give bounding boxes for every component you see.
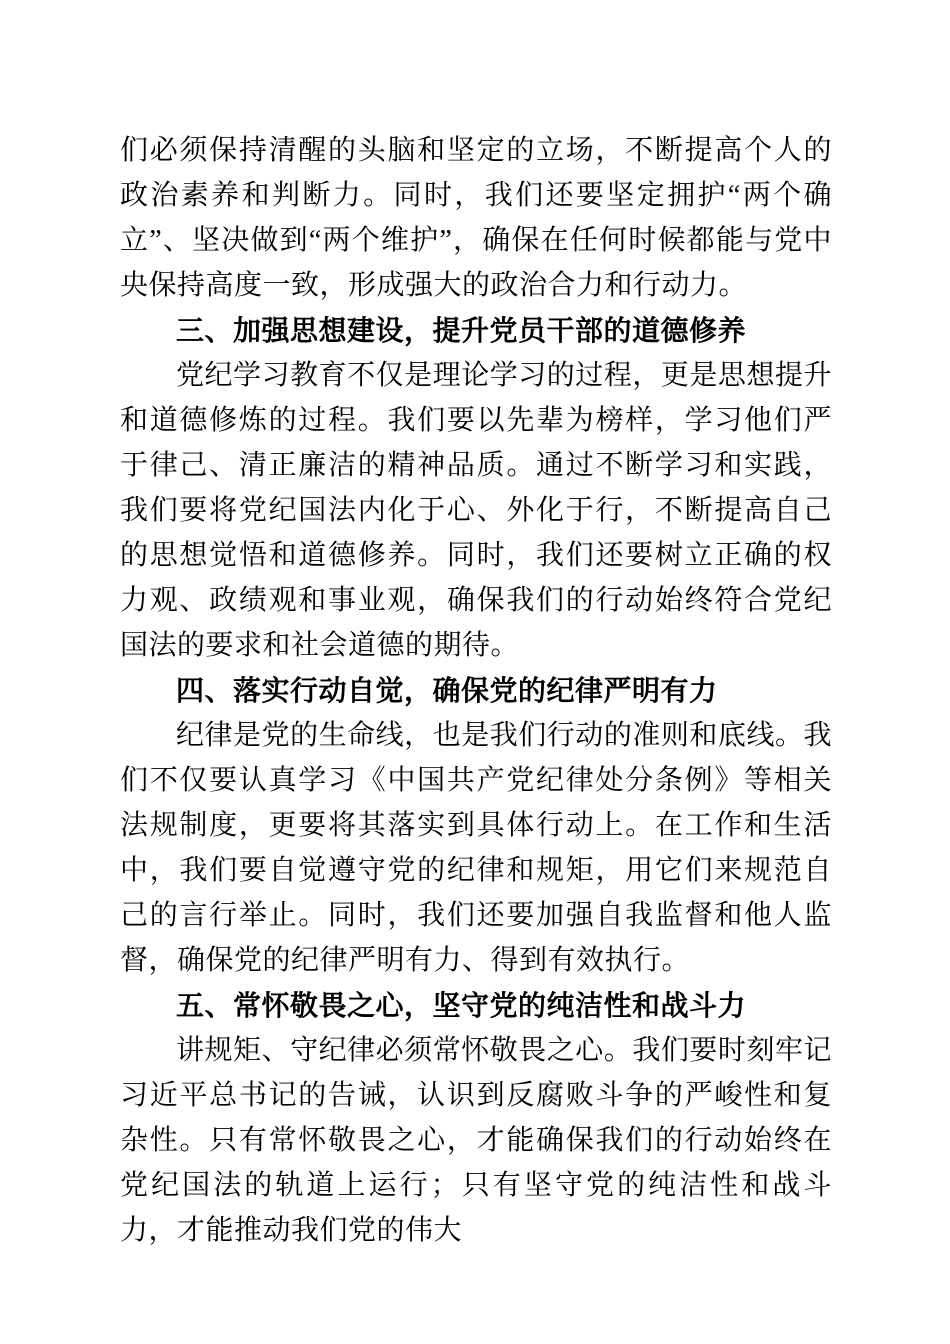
paragraph-continuation: 们必须保持清醒的头脑和坚定的立场，不断提高个人的政治素养和判断力。同时，我们还要坚定拥护“两个确立”、坚决做到“两个维护”，确保在任何时候都能与党中央保持高度一致，形成强大的政治合力和行动力。 [120,135,832,301]
paragraph: 纪律是党的生命线，也是我们行动的准则和底线。我们不仅要认真学习《中国共产党纪律处分条例》等相关法规制度，更要将其落实到具体行动上。在工作和生活中，我们要自觉遵守党的纪律和规矩，用它们来规范自己的言行举止。同时，我们还要加强自我监督和他人监督，确保党的纪律严明有力、得到有效执行。 [120,720,832,976]
paragraph: 讲规矩、守纪律必须常怀敬畏之心。我们要时刻牢记习近平总书记的告诫，认识到反腐败斗争的严峻性和复杂性。只有常怀敬畏之心，才能确保我们的行动始终在党纪国法的轨道上运行；只有坚守党的纯洁性和战斗力，才能推动我们党的伟大 [120,1035,832,1246]
section-heading-3: 三、加强思想建设，提升党员干部的道德修养 [176,315,747,346]
section-heading-5: 五、常怀敬畏之心，坚守党的纯洁性和战斗力 [176,990,747,1021]
paragraph: 党纪学习教育不仅是理论学习的过程，更是思想提升和道德修炼的过程。我们要以先辈为榜样，学习他们严于律己、清正廉洁的精神品质。通过不断学习和实践，我们要将党纪国法内化于心、外化于行，不断提高自己的思想觉悟和道德修养。同时，我们还要树立正确的权力观、政绩观和事业观，确保我们的行动始终符合党纪国法的要求和社会道德的期待。 [120,360,832,661]
section-heading-4: 四、落实行动自觉，确保党的纪律严明有力 [176,675,718,706]
